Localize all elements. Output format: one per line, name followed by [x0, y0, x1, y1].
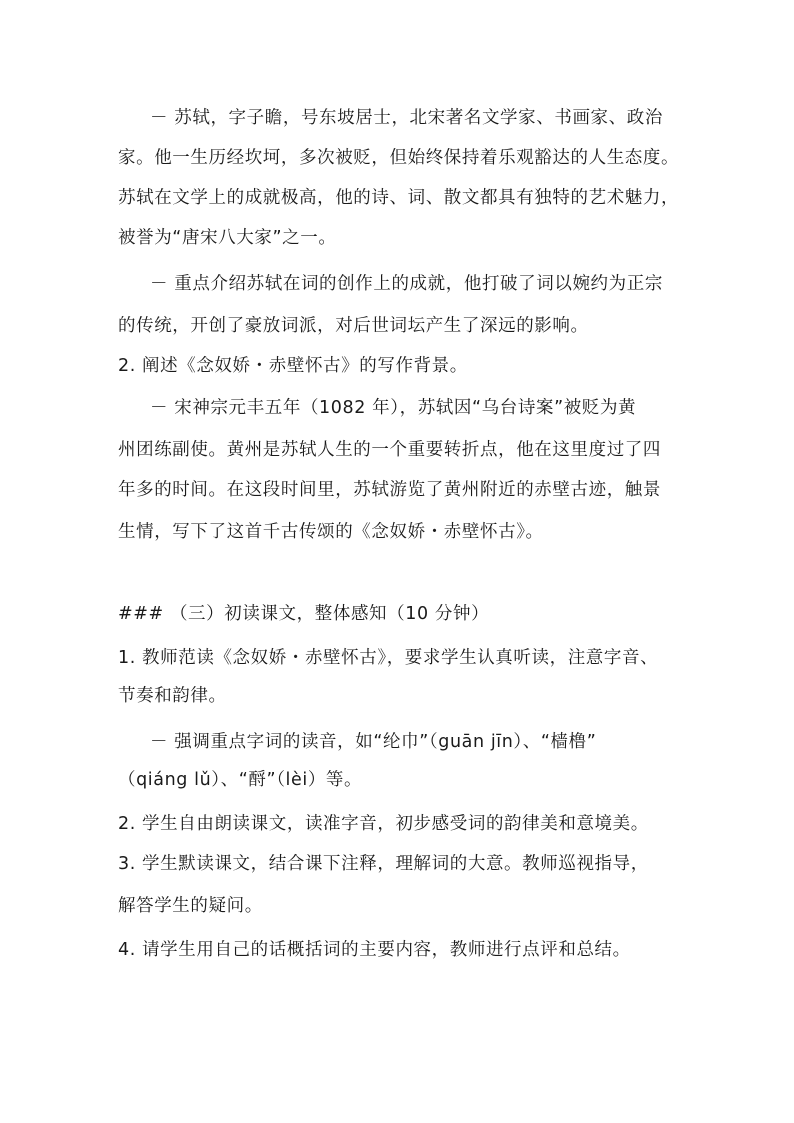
numbered-item: 4. 请学生用自己的话概括词的主要内容，教师进行点评和总结。	[118, 940, 631, 960]
numbered-item: 3. 学生默读课文，结合课下注释，理解词的大意。教师巡视指导，	[118, 854, 649, 874]
numbered-item: 2. 学生自由朗读课文，读准字音，初步感受词的韵律美和意境美。	[118, 814, 649, 834]
pronunciation-bullet: － 强调重点字词的读音，如“纶巾”（guān jīn）、“樯橹”	[150, 732, 597, 752]
paragraph-line: 苏轼在文学上的成就极高，他的诗、词、散文都具有独特的艺术魅力，	[118, 188, 680, 208]
paragraph-line: 节奏和韵律。	[118, 686, 227, 706]
paragraph-line: 家。他一生历经坎坷，多次被贬，但始终保持着乐观豁达的人生态度。	[118, 148, 680, 168]
numbered-item: 2. 阐述《念奴娇・赤壁怀古》的写作背景。	[118, 356, 468, 376]
numbered-item: 1. 教师范读《念奴娇・赤壁怀古》，要求学生认真听读，注意字音、	[118, 648, 659, 668]
background-bullet: － 宋神宗元丰五年（1082 年），苏轼因“乌台诗案”被贬为黄	[150, 398, 637, 418]
paragraph-line: 州团练副使。黄州是苏轼人生的一个重要转折点，他在这里度过了四	[118, 440, 661, 460]
paragraph-line: 的传统，开创了豪放词派，对后世词坛产生了深远的影响。	[118, 316, 589, 336]
paragraph-line: （qiáng lǔ）、“酹”（lèi）等。	[118, 770, 363, 790]
bio-bullet: － 苏轼，字子瞻，号东坡居士，北宋著名文学家、书画家、政治	[150, 108, 663, 128]
paragraph-line: 解答学生的疑问。	[118, 896, 263, 916]
achievement-bullet: － 重点介绍苏轼在词的创作上的成就，他打破了词以婉约为正宗	[150, 274, 663, 294]
paragraph-line: 被誉为“唐宋八大家”之一。	[118, 228, 337, 248]
paragraph-line: 年多的时间。在这段时间里，苏轼游览了黄州附近的赤壁古迹，触景	[118, 480, 661, 500]
paragraph-line: 生情，写下了这首千古传颂的《念奴娇・赤壁怀古》。	[118, 522, 544, 542]
section-heading: ### （三）初读课文，整体感知（10 分钟）	[118, 604, 490, 624]
